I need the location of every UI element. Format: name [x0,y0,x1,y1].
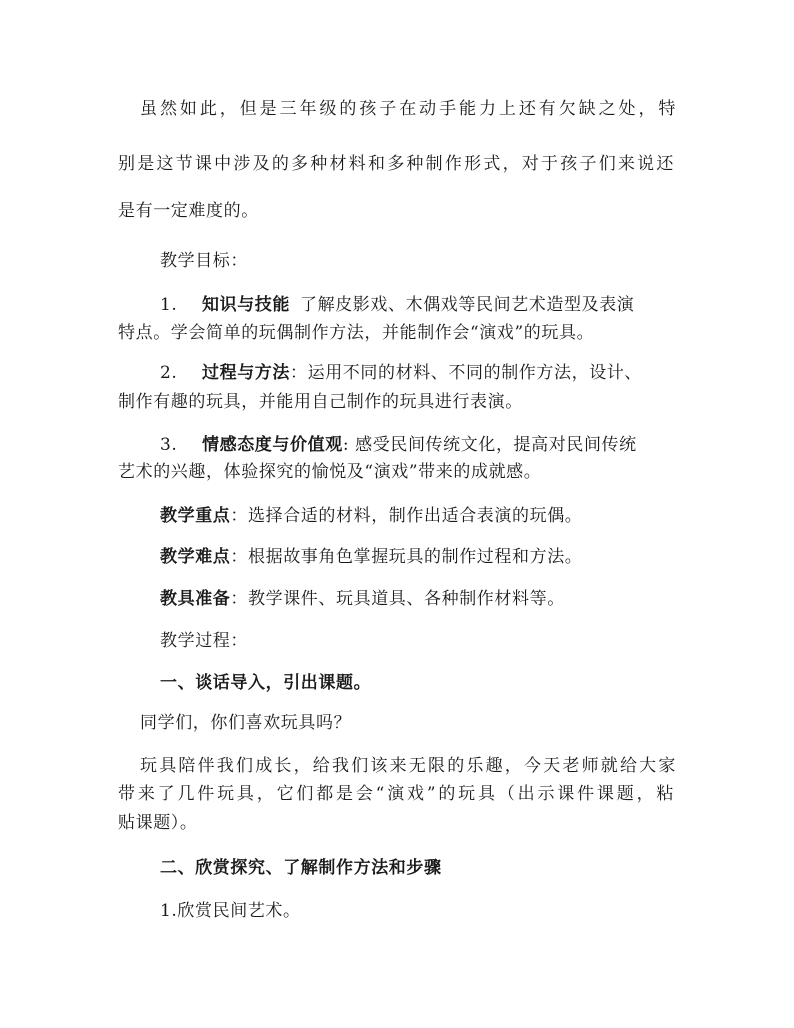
objective-1-text: 了解皮影戏、木偶戏等民间艺术造型及表演 [300,295,635,315]
objective-3-number: 3. [160,435,178,455]
objective-1 [160,294,634,316]
materials-text: ：教学课件、玩具道具、各种制作材料等。 [230,589,565,609]
objective-3-cont: 艺术的兴趣，体验探究的愉悦及“演戏”带来的成就感。 [118,462,542,482]
objective-1-cont: 特点。学会简单的玩偶制作方法，并能制作会“演戏”的玩具。 [118,323,595,343]
section-1-paragraph-2-line-3: 贴课题）。 [118,813,198,833]
section-1-heading: 一、谈话导入，引出课题。 [160,673,372,693]
difficulty [160,546,582,568]
objective-1-title: 知识与技能 [202,295,290,315]
objective-3-text: : 感受民间传统文化，提高对民间传统 [342,435,637,455]
materials [160,588,565,610]
section-1-paragraph-1: 同学们，你们喜欢玩具吗？ [140,713,352,733]
materials-label: 教具准备 [160,589,231,609]
objective-1-number: 1. [160,295,178,315]
difficulty-label: 教学难点 [160,547,231,567]
objective-2-text: ：运用不同的材料、不同的制作方法，设计、 [290,363,642,383]
section-2-heading: 二、欣赏探究、了解制作方法和步骤 [160,858,442,878]
objective-3-title: 情感态度与价值观 [202,435,343,455]
objective-2-number: 2. [160,363,178,383]
key-point-text: ：选择合适的材料，制作出适合表演的玩偶。 [230,506,583,526]
intro-line-3: 是有一定难度的。 [118,201,259,221]
section-2-item-1: 1.欣赏民间艺术。 [160,901,301,921]
section-1-paragraph-2-line-2: 带来了几件玩具，它们都是会“演戏”的玩具（出示课件课题，粘 [118,784,674,804]
key-point-label: 教学重点 [160,506,231,526]
difficulty-text: ：根据故事角色掌握玩具的制作过程和方法。 [230,547,583,567]
objective-3 [160,434,637,456]
intro-line-2: 别是这节课中涉及的多种材料和多种制作形式，对于孩子们来说还 [118,154,674,174]
objectives-heading: 教学目标： [160,251,248,271]
section-1-paragraph-2-line-1: 玩具陪伴我们成长，给我们该来无限的乐趣，今天老师就给大家 [140,756,676,776]
objective-2-cont: 制作有趣的玩具，并能用自己制作的玩具进行表演。 [118,392,523,412]
objective-2-title: 过程与方法 [202,363,290,383]
intro-line-1: 虽然如此，但是三年级的孩子在动手能力上还有欠缺之处，特 [140,99,676,119]
objective-2 [160,362,642,384]
process-heading: 教学过程： [160,631,248,651]
key-point [160,505,582,527]
